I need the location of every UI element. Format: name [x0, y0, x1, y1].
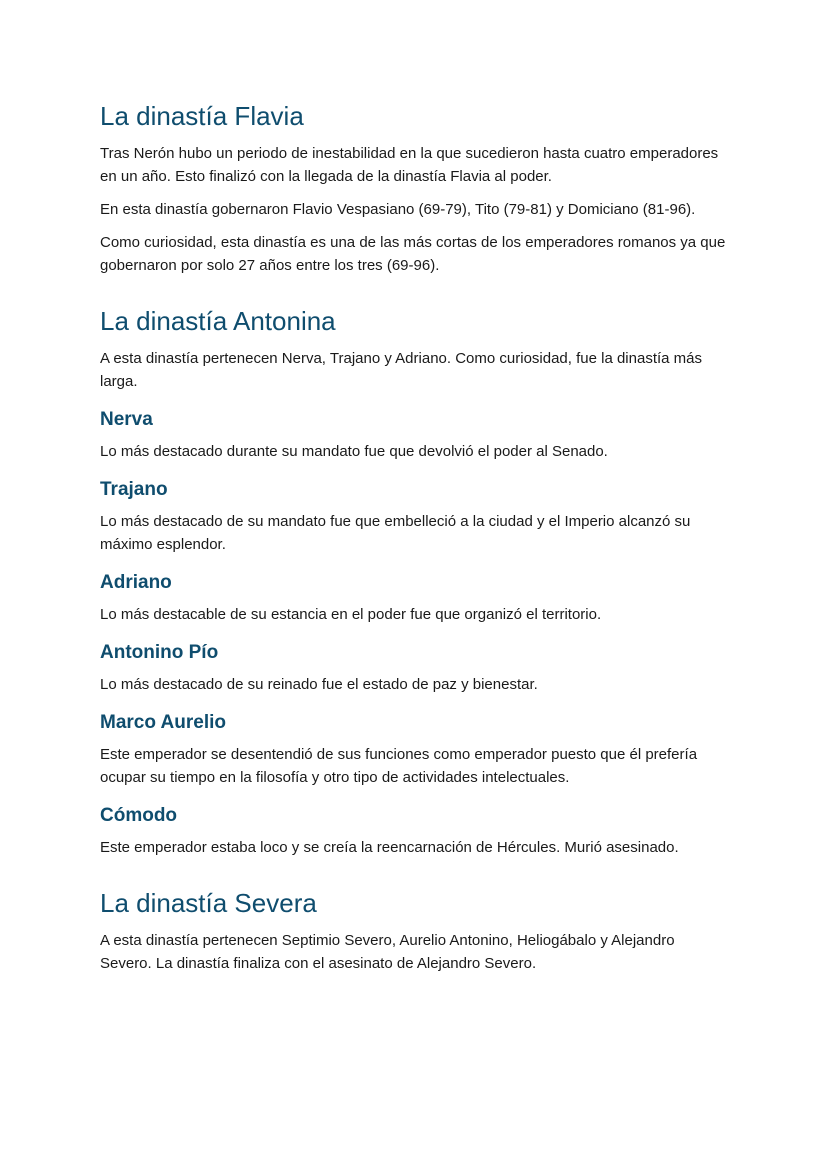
adriano-text: Lo más destacable de su estancia en el poder fue que organizó el territorio.: [100, 606, 602, 623]
heading-trajano: Trajano: [100, 479, 168, 500]
flavia-paragraph-2: En esta dinastía gobernaron Flavio Vespasiano (69-79), Tito (79-81) y Domiciano (81-96).: [100, 201, 696, 218]
flavia-paragraph-1: Tras Nerón hubo un periodo de inestabilidad en la que sucedieron hasta cuatro emperadores en un año. Esto finalizó con la llegada de la dinastía Flavia al poder.: [100, 145, 719, 185]
heading-antonino-pio: Antonino Pío: [100, 642, 219, 663]
nerva-text: Lo más destacado durante su mandato fue que devolvió el poder al Senado.: [100, 443, 608, 460]
antonino-pio-text: Lo más destacado de su reinado fue el estado de paz y bienestar.: [100, 676, 538, 693]
marco-aurelio-text: Este emperador se desentendió de sus funciones como emperador puesto que él prefería ocupar su tiempo en la filosofía y otro tipo de actividades intelectuales.: [100, 746, 698, 786]
flavia-paragraph-3: Como curiosidad, esta dinastía es una de las más cortas de los emperadores romanos ya que gobernaron por solo 27 años entre los tres (69-96).: [100, 234, 726, 274]
comodo-text: Este emperador estaba loco y se creía la reencarnación de Hércules. Murió asesinado.: [100, 839, 679, 856]
heading-dinastia-flavia: La dinastía Flavia: [100, 101, 304, 131]
heading-dinastia-severa: La dinastía Severa: [100, 888, 317, 918]
severa-intro: A esta dinastía pertenecen Septimio Severo, Aurelio Antonino, Heliogábalo y Alejandro Severo. La dinastía finaliza con el asesinato de Alejandro Severo.: [100, 932, 675, 972]
heading-comodo: Cómodo: [100, 805, 178, 826]
document-page: [100, 98, 728, 985]
trajano-text: Lo más destacado de su mandato fue que embelleció a la ciudad y el Imperio alcanzó su máximo esplendor.: [100, 513, 691, 553]
heading-marco-aurelio: Marco Aurelio: [100, 712, 226, 733]
antonina-intro: A esta dinastía pertenecen Nerva, Trajano y Adriano. Como curiosidad, fue la dinastía más larga.: [100, 350, 703, 390]
heading-dinastia-antonina: La dinastía Antonina: [100, 306, 336, 336]
heading-adriano: Adriano: [100, 572, 172, 593]
heading-nerva: Nerva: [100, 409, 153, 430]
